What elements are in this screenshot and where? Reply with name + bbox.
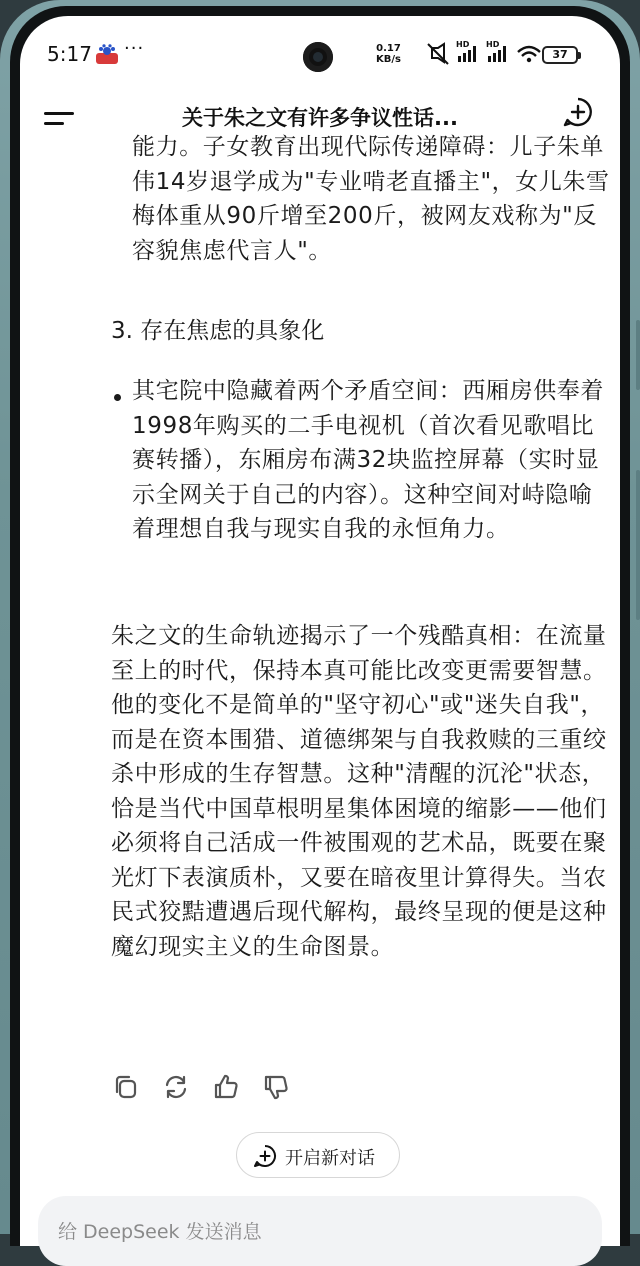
battery-indicator: 37 [542,46,578,64]
bullet-dot [114,394,121,401]
side-button [636,470,640,620]
baidu-paw-icon [96,44,118,64]
message-content [20,134,620,1128]
side-button [636,320,640,390]
net-speed-unit: KB/s [376,54,401,65]
thumbs-up-icon[interactable] [212,1073,240,1101]
section-heading: 3. 存在焦虑的具象化 [111,318,325,344]
new-chat-icon[interactable] [562,96,594,128]
message-summary: 朱之文的生命轨迹揭示了一个残酷真相：在流量至上的时代，保持本真可能比改变更需要智慧。他的变化不是简单的"坚守初心"或"迷失自我"，而是在资本围猎、道德绑架与自我救赎的三重绞杀中形成的生存智慧。这种"清醒的沉沦"状态，恰是当代中国草根明星集体困境的缩影——他们必须将自己活成一件被围观的艺术品，既要在聚光灯下表演质朴，又要在暗夜里计算得失。当农民式狡黠遭遇后现代解构，最终呈现的便是这种魔幻现实主义的生命图景。 [111,623,607,960]
message-bullet: 其宅院中隐藏着两个矛盾空间：西厢房供奉着1998年购买的二手电视机（首次看见歌唱比赛转播），东厢房布满32块监控屏幕（实时显示全网关于自己的内容）。这种空间对峙隐喻着理想自我与现实自我的永恒角力。 [132,378,604,542]
signal-2-label: HD [486,40,500,49]
mute-icon [428,44,448,64]
message-paragraph-cut: 能力。子女教育出现代际传递障碍：儿子朱单伟14岁退学成为"专业啃老直播主"，女儿朱雪梅体重从90斤增至200斤，被网友戏称为"反容貌焦虑代言人"。 [132,134,610,264]
status-time: 5:17 [47,42,92,66]
start-new-chat-button[interactable] [236,1132,400,1178]
net-speed [376,43,401,65]
copy-icon[interactable] [112,1073,140,1101]
more-notifications-icon: ··· [124,38,145,59]
screen [20,16,620,1246]
menu-icon-line [44,122,64,125]
refresh-icon[interactable] [162,1073,190,1101]
new-chat-icon [253,1144,277,1168]
message-input[interactable] [58,1216,558,1248]
thumbs-down-icon[interactable] [262,1073,290,1101]
page-title[interactable]: 关于朱之文有许多争议性话... [182,106,458,130]
wifi-icon [518,47,540,62]
start-new-chat-label: 开启新对话 [285,1148,375,1169]
menu-icon[interactable] [44,104,76,132]
net-speed-value: 0.17 [376,43,401,54]
signal-1-label: HD [456,40,470,49]
message-composer [38,1196,602,1266]
front-camera [303,42,333,72]
menu-icon-line [44,112,74,115]
status-bar [20,16,620,92]
